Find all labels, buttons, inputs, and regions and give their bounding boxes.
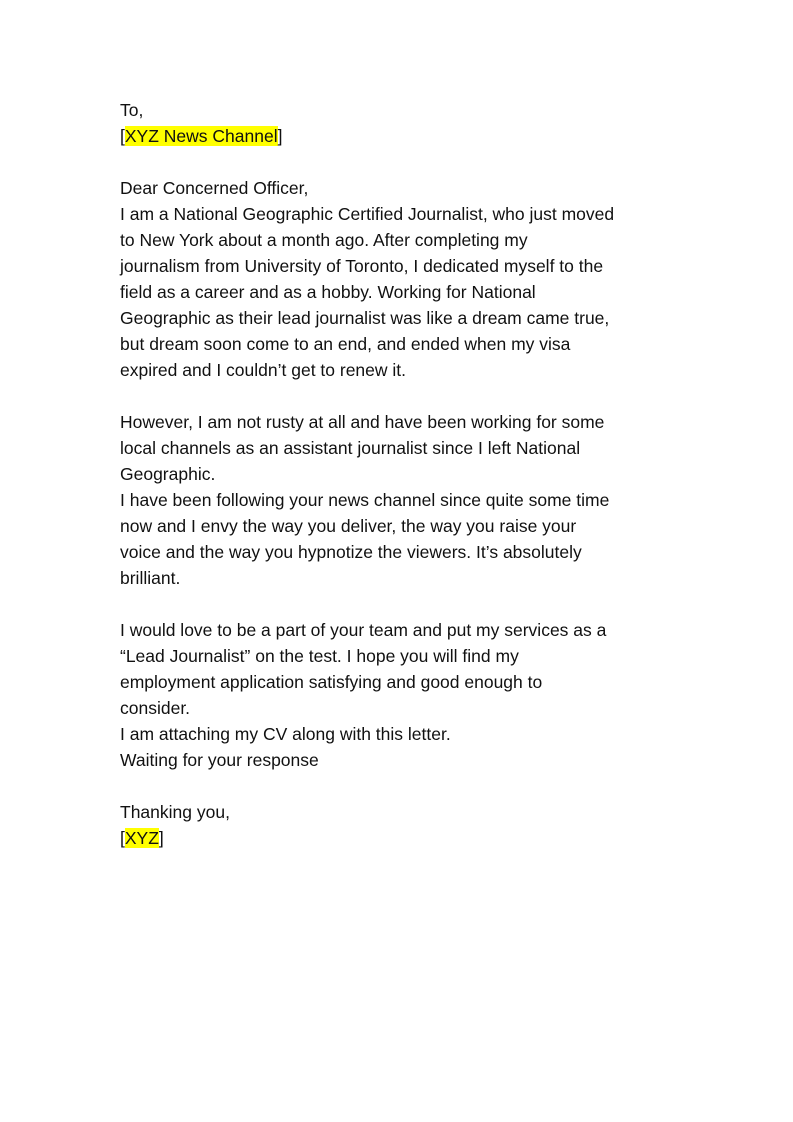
paragraph-1 <box>120 201 680 383</box>
greeting: Dear Concerned Officer, <box>120 178 309 198</box>
recipient-line <box>120 123 680 149</box>
signature-name-placeholder: XYZ <box>124 828 159 848</box>
bracket-close: ] <box>277 126 283 146</box>
paragraph-line: I would love to be a part of your team and put my services as a <box>120 620 607 640</box>
bracket-open: [ <box>120 828 125 848</box>
paragraph-2 <box>120 409 680 591</box>
paragraph-line: consider. <box>120 698 191 718</box>
paragraph-line: I am a National Geographic Certified Journalist, who just moved <box>120 204 615 224</box>
paragraph-line: Waiting for your response <box>120 750 319 770</box>
spacer <box>120 773 680 799</box>
letter-body <box>120 97 680 851</box>
paragraph-line: Geographic as their lead journalist was like a dream came true, <box>120 308 610 328</box>
paragraph-line: “Lead Journalist” on the test. I hope you will find my <box>120 646 519 666</box>
bracket-close: ] <box>158 828 164 848</box>
paragraph-line: voice and the way you hypnotize the viewers. It’s absolutely <box>120 542 582 562</box>
signature-line <box>120 825 680 851</box>
bracket-open: [ <box>120 126 125 146</box>
paragraph-line: I have been following your news channel since quite some time <box>120 490 610 510</box>
paragraph-line: local channels as an assistant journalist since I left National <box>120 438 581 458</box>
spacer <box>120 591 680 617</box>
paragraph-line: I am attaching my CV along with this letter. <box>120 724 451 744</box>
paragraph-line: Geographic. <box>120 464 216 484</box>
paragraph-line: employment application satisfying and good enough to <box>120 672 543 692</box>
spacer <box>120 383 680 409</box>
spacer <box>120 149 680 175</box>
to-label: To, <box>120 100 144 120</box>
paragraph-line: expired and I couldn’t get to renew it. <box>120 360 407 380</box>
paragraph-line: journalism from University of Toronto, I dedicated myself to the <box>120 256 604 276</box>
recipient-name-placeholder: XYZ News Channel <box>124 126 278 146</box>
paragraph-line: However, I am not rusty at all and have been working for some <box>120 412 605 432</box>
paragraph-line: but dream soon come to an end, and ended when my visa <box>120 334 571 354</box>
closing: Thanking you, <box>120 802 230 822</box>
paragraph-line: brilliant. <box>120 568 181 588</box>
paragraph-line: to New York about a month ago. After completing my <box>120 230 528 250</box>
paragraph-line: now and I envy the way you deliver, the way you raise your <box>120 516 577 536</box>
paragraph-3 <box>120 617 680 773</box>
paragraph-line: field as a career and as a hobby. Working for National <box>120 282 536 302</box>
